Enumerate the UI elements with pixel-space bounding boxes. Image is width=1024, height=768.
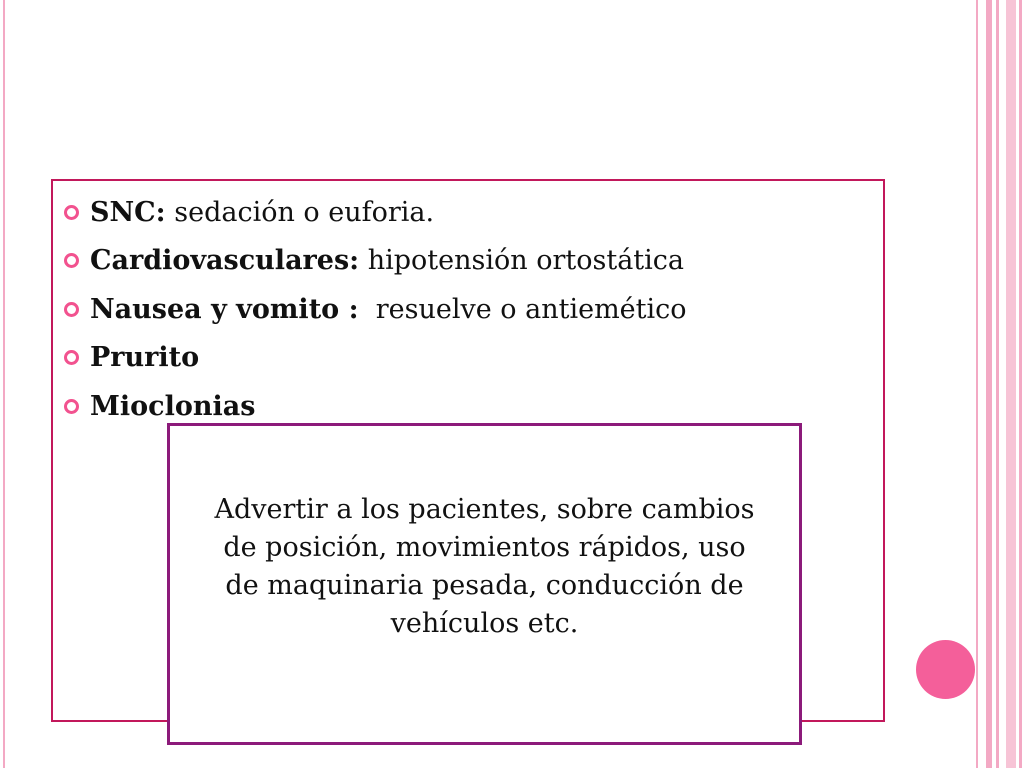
bullet-gap — [359, 294, 376, 325]
bullet-gap — [166, 197, 175, 228]
bullet-term: SNC: — [90, 196, 166, 228]
bullet-item — [64, 285, 687, 334]
left-border-line — [3, 0, 5, 768]
decorative-stripe — [1006, 0, 1016, 768]
bullet-term: Cardiovasculares: — [90, 245, 360, 277]
decorative-stripe — [986, 0, 992, 768]
callout-box — [167, 423, 802, 745]
decorative-stripe — [996, 0, 999, 768]
bullet-term: Prurito — [90, 342, 200, 374]
ring-bullet-icon — [64, 302, 79, 317]
decorative-stripe — [1019, 0, 1022, 768]
bullet-item — [64, 237, 687, 286]
bullet-text: resuelve o antiemético — [375, 293, 687, 325]
bullet-gap — [359, 245, 368, 276]
decorative-circle — [916, 640, 975, 699]
bullet-item — [64, 334, 687, 383]
bullet-term: Mioclonias — [90, 390, 256, 422]
ring-bullet-icon — [64, 350, 79, 365]
bullet-term: Nausea y vomito : — [90, 293, 359, 325]
ring-bullet-icon — [64, 253, 79, 268]
callout-text: Advertir a los pacientes, sobre cambios de posición, movimientos rápidos, uso de maquinaria pesada, conducción de vehículos etc. — [214, 494, 755, 639]
bullet-text: hipotensión ortostática — [367, 245, 685, 277]
ring-bullet-icon — [64, 205, 79, 220]
ring-bullet-icon — [64, 399, 79, 414]
decorative-stripe — [976, 0, 978, 768]
bullet-item — [64, 188, 687, 237]
bullet-list — [64, 188, 687, 431]
bullet-text: sedación o euforia. — [174, 196, 435, 228]
